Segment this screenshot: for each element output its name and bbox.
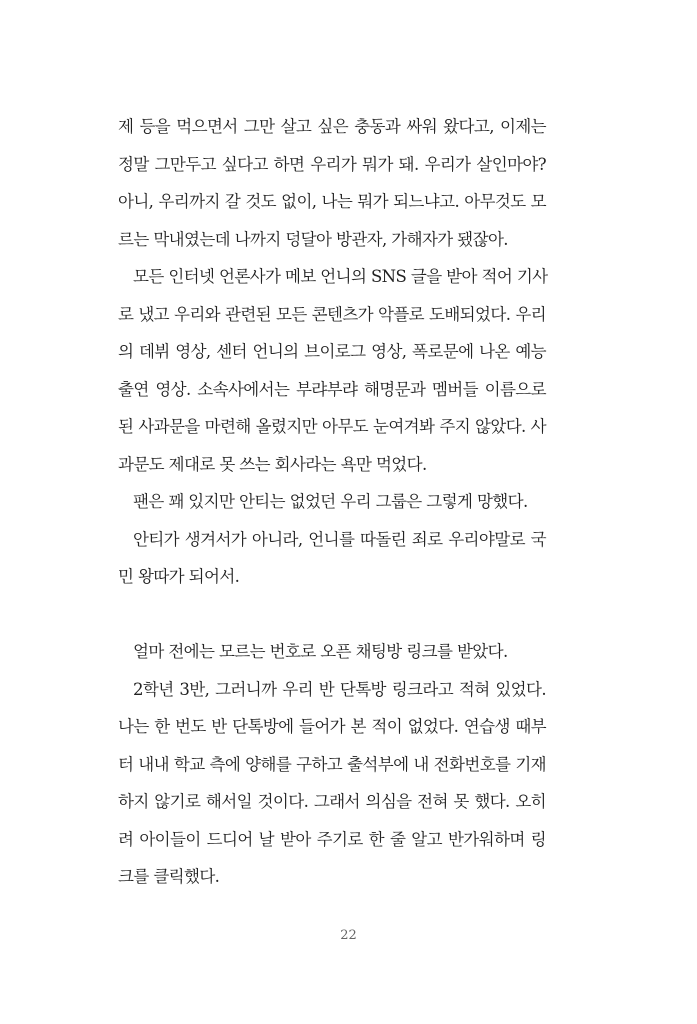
- text-line: 과문도 제대로 못 쓰는 회사라는 욕만 먹었다.: [118, 454, 427, 474]
- text-line: 아니, 우리까지 갈 것도 없이, 나는 뭐가 되느냐고. 아무것도 모: [118, 192, 546, 211]
- text-line: 나는 한 번도 반 단톡방에 들어가 본 적이 없었다. 연습생 때부: [118, 717, 546, 736]
- paragraph: [118, 671, 546, 896]
- page-number: 22: [340, 928, 357, 943]
- text-line: 모든 인터넷 언론사가 메보 언니의 SNS 글을 받아 적어 기사: [133, 267, 548, 286]
- text-line: 터 내내 학교 측에 양해를 구하고 출석부에 내 전화번호를 기재: [118, 754, 546, 774]
- text-line: 된 사과문을 마련해 올렸지만 아무도 눈여겨봐 주지 않았다. 사: [118, 417, 546, 436]
- body-text: [118, 108, 546, 896]
- paragraph: [118, 108, 546, 258]
- text-line: 얼마 전에는 모르는 번호로 오픈 채팅방 링크를 받았다.: [133, 642, 508, 661]
- text-line: 크를 클릭했다.: [118, 867, 220, 886]
- text-line: 르는 막내였는데 나까지 덩달아 방관자, 가해자가 됐잖아.: [118, 229, 508, 249]
- text-line: 안티가 생겨서가 아니라, 언니를 따돌린 죄로 우리야말로 국: [133, 529, 546, 549]
- text-line: 하지 않기로 해서일 것이다. 그래서 의심을 전혀 못 했다. 오히: [118, 792, 546, 811]
- paragraph: [118, 633, 546, 671]
- text-line: 의 데뷔 영상, 센터 언니의 브이로그 영상, 폭로문에 나온 예능: [118, 342, 546, 361]
- text-line: 제 등을 먹으면서 그만 살고 싶은 충동과 싸워 왔다고, 이제는: [118, 117, 546, 136]
- text-line: 로 냈고 우리와 관련된 모든 콘텐츠가 악플로 도배되었다. 우리: [118, 304, 546, 324]
- section-break: [118, 596, 546, 634]
- text-line: 민 왕따가 되어서.: [118, 567, 240, 586]
- text-line: 팬은 꽤 있지만 안티는 없었던 우리 그룹은 그렇게 망했다.: [133, 492, 528, 511]
- text-line: 2학년 3반, 그러니까 우리 반 단톡방 링크라고 적혀 있었다.: [133, 679, 546, 699]
- paragraph: [118, 521, 546, 596]
- paragraph: [118, 258, 546, 483]
- text-line: 출연 영상. 소속사에서는 부랴부랴 해명문과 멤버들 이름으로: [118, 379, 546, 399]
- text-line: 려 아이들이 드디어 날 받아 주기로 한 줄 알고 반가워하며 링: [118, 829, 546, 849]
- paragraph: [118, 483, 546, 521]
- text-line: 정말 그만두고 싶다고 하면 우리가 뭐가 돼. 우리가 살인마야?: [118, 154, 546, 174]
